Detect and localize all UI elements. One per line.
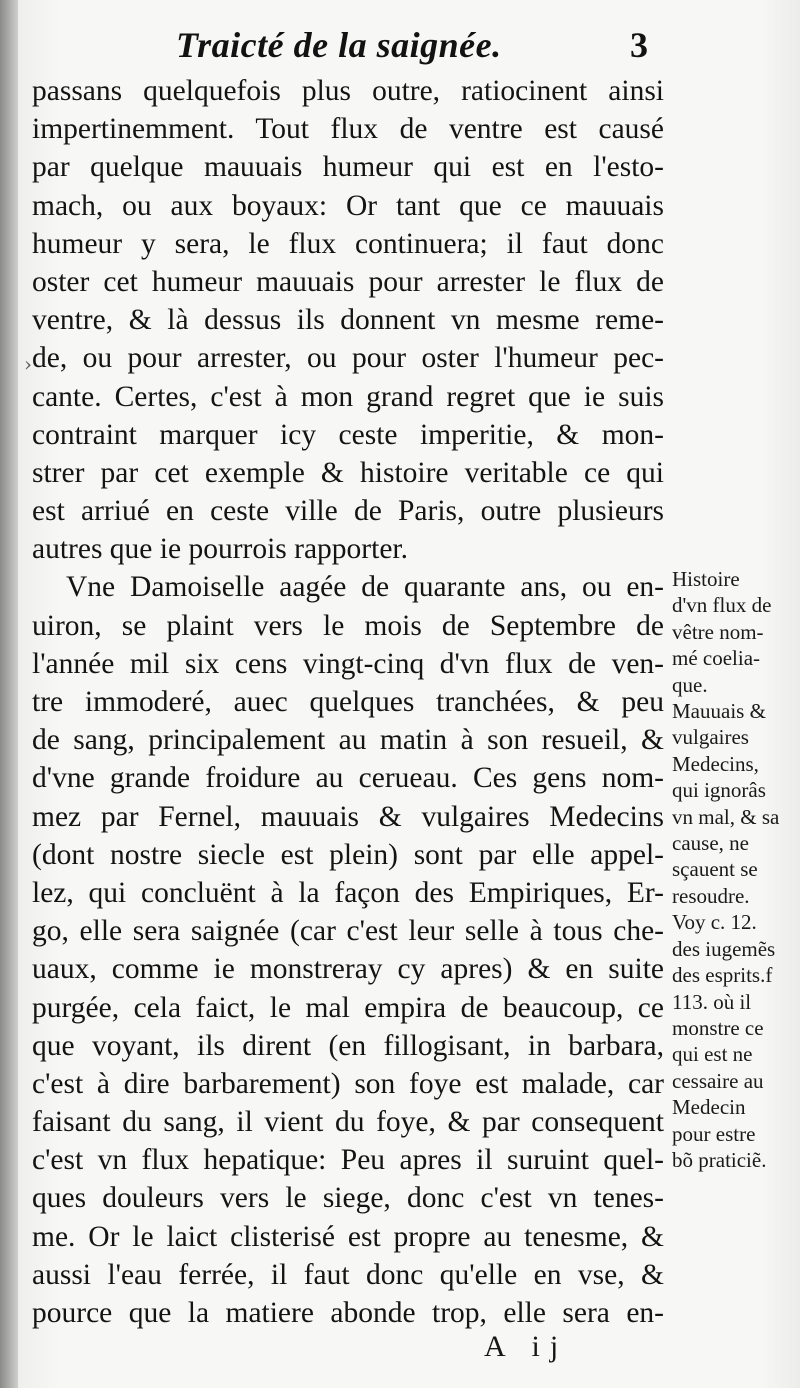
text-line: ques douleurs vers le siege, donc c'est vn tenes- xyxy=(32,1182,664,1215)
margin-note-line: qui ignorâs xyxy=(672,778,766,803)
margin-note-line: des esprits.f xyxy=(672,963,773,988)
text-line: pource que la matiere abonde trop, elle sera en- xyxy=(32,1297,664,1329)
text-line: c'est à dire barbarement) son foye est malade, car xyxy=(32,1067,664,1100)
text-line: aussi l'eau ferrée, il faut donc qu'elle en vse, & xyxy=(32,1258,664,1291)
text-line: oster cet humeur mauuais pour arrester le flux de xyxy=(32,265,664,298)
margin-note-line: Voy c. 12. xyxy=(672,910,757,935)
margin-note-line: bõ praticiẽ. xyxy=(672,1147,767,1172)
margin-note-line: pour estre xyxy=(672,1121,756,1146)
text-line: uaux, comme ie monstreray cy apres) & en suite xyxy=(32,953,664,986)
margin-note-line: vn mal, & sa xyxy=(672,804,780,829)
margin-bracket-mark: › xyxy=(24,352,32,376)
text-line: par quelque mauuais humeur qui est en l'esto- xyxy=(32,151,664,184)
text-line: c'est vn flux hepatique: Peu apres il suruint quel- xyxy=(32,1144,664,1177)
text-line: de, ou pour arrester, ou pour oster l'humeur pec- xyxy=(32,342,664,375)
margin-note-line: qui est ne xyxy=(672,1042,753,1067)
running-title: Traicté de la saignée. xyxy=(176,25,502,65)
margin-note-line: Histoire xyxy=(672,567,740,591)
text-line: contraint marquer icy ceste imperitie, & mon- xyxy=(32,418,664,451)
margin-note-line: mé coelia- xyxy=(672,646,761,671)
margin-note-line: monstre ce xyxy=(672,1015,764,1040)
text-line: strer par cet exemple & histoire veritable ce qui xyxy=(32,456,664,489)
text-line: tre immoderé, auec quelques tranchées, & peu xyxy=(32,686,664,718)
text-line: faisant du sang, il vient du foye, & par consequent xyxy=(32,1106,664,1139)
text-line: de sang, principalement au matin à son resueil, & xyxy=(32,724,664,757)
text-line: l'année mil six cens vingt-cinq d'vn flux de ven- xyxy=(32,647,664,680)
margin-note-line: cause, ne xyxy=(672,831,749,856)
text-line: autres que ie pourrois rapporter. xyxy=(32,533,408,566)
margin-note-line: vêtre nom- xyxy=(672,619,764,644)
margin-note-line: Mauuais & xyxy=(672,699,766,724)
text-line: (dont nostre siecle est plein) sont par elle appel- xyxy=(32,838,664,871)
margin-notes xyxy=(672,566,800,1173)
text-line: est arriué en ceste ville de Paris, outre plusieurs xyxy=(32,495,664,528)
margin-note-line: des iugemẽs xyxy=(672,936,776,961)
text-line: uiron, se plaint vers le mois de Septembre de xyxy=(32,609,664,642)
text-line: lez, qui concluënt à la façon des Empiriques, Er- xyxy=(32,876,664,909)
page-header xyxy=(0,14,800,76)
main-text-block xyxy=(32,72,672,1332)
text-line: mach, ou aux boyaux: Or tant que ce mauuais xyxy=(32,189,664,222)
signature-mark: A ij xyxy=(484,1330,569,1363)
margin-note-line: d'vn flux de xyxy=(672,593,772,618)
page-gutter-shadow xyxy=(0,0,18,1388)
text-line: Vne Damoiselle aagée de quarante ans, ou en- xyxy=(66,571,664,604)
text-line: go, elle sera saignée (car c'est leur selle à tous che- xyxy=(32,915,664,948)
text-line: d'vne grande froidure au cerueau. Ces gens nom- xyxy=(32,762,664,795)
margin-note-line: Medecins, xyxy=(672,751,759,776)
margin-note-line: 113. où il xyxy=(672,989,752,1014)
margin-note-line: que. xyxy=(672,672,708,697)
margin-note-line: resoudre. xyxy=(672,883,750,908)
text-line: passans quelquefois plus outre, ratiocinent ainsi xyxy=(32,75,664,107)
margin-note-line: Medecin xyxy=(672,1095,746,1120)
text-line: que voyant, ils dirent (en fillogisant, in barbara, xyxy=(32,1029,664,1062)
text-line: ventre, & là dessus ils donnent vn mesme reme- xyxy=(32,304,664,337)
page-number: 3 xyxy=(630,25,648,65)
text-line: me. Or le laict clisterisé est propre au tenesme, & xyxy=(32,1220,664,1253)
margin-note-line: cessaire au xyxy=(672,1068,764,1093)
text-line: cante. Certes, c'est à mon grand regret que ie suis xyxy=(32,380,664,413)
text-line: impertinemment. Tout flux de ventre est causé xyxy=(32,113,664,146)
text-line: humeur y sera, le flux continuera; il faut donc xyxy=(32,227,664,260)
margin-note-line: vulgaires xyxy=(672,725,749,750)
margin-note-line: sçauent se xyxy=(672,857,758,882)
text-line: purgée, cela faict, le mal empira de beaucoup, ce xyxy=(32,991,664,1024)
text-line: mez par Fernel, mauuais & vulgaires Medecins xyxy=(32,800,664,833)
